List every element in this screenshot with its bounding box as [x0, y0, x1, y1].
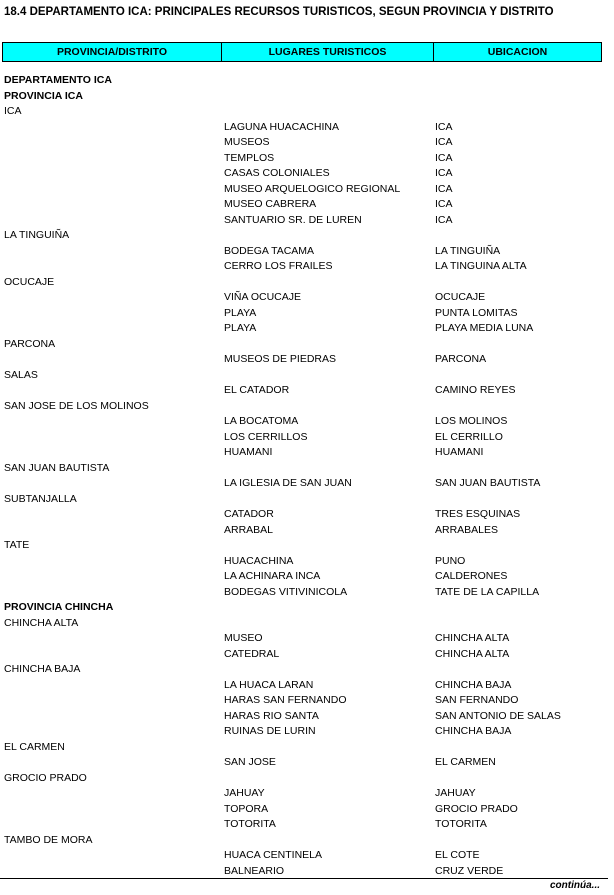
table-row — [0, 507, 614, 523]
cell-lugar-turistico: TOTORITA — [224, 818, 276, 830]
cell-ubicacion: CHINCHA ALTA — [435, 632, 510, 644]
cell-ubicacion: JAHUAY — [435, 787, 476, 799]
table-row — [0, 383, 614, 399]
table-row — [0, 244, 614, 260]
cell-ubicacion: ICA — [435, 151, 453, 164]
cell-lugar-turistico: BALNEARIO — [224, 864, 285, 877]
header-provincia-distrito: PROVINCIA/DISTRITO — [3, 43, 222, 61]
cell-provincia-distrito: PROVINCIA ICA — [4, 89, 83, 102]
cell-ubicacion: CAMINO REYES — [435, 384, 516, 396]
cell-ubicacion: SAN JUAN BAUTISTA — [435, 477, 541, 489]
cell-provincia-distrito: SAN JOSE DE LOS MOLINOS — [4, 399, 149, 412]
cell-lugar-turistico: HUAMANI — [224, 446, 273, 458]
cell-lugar-turistico: LA IGLESIA DE SAN JUAN — [224, 477, 352, 489]
cell-ubicacion: EL CERRILLO — [435, 430, 503, 443]
cell-provincia-distrito: SALAS — [4, 368, 38, 381]
table-row — [0, 585, 614, 601]
cell-lugar-turistico: SAN JOSE — [224, 756, 276, 768]
cell-lugar-turistico: VIÑA OCUCAJE — [224, 291, 302, 303]
table-row — [0, 678, 614, 694]
table-row — [0, 399, 614, 415]
cell-provincia-distrito: PARCONA — [4, 337, 56, 350]
continues-note: continúa... — [550, 880, 600, 891]
cell-ubicacion: TOTORITA — [435, 818, 487, 830]
table-row — [0, 616, 614, 632]
table-row — [0, 647, 614, 663]
cell-ubicacion: LA TINGUINA ALTA — [435, 260, 527, 272]
cell-lugar-turistico: HUACA CENTINELA — [224, 849, 323, 861]
table-row — [0, 182, 614, 198]
cell-provincia-distrito: CHINCHA ALTA — [4, 616, 79, 629]
table-header — [2, 42, 602, 62]
table-row — [0, 321, 614, 337]
cell-ubicacion: TATE DE LA CAPILLA — [435, 585, 540, 598]
cell-lugar-turistico: LAGUNA HUACACHINA — [224, 120, 339, 133]
table-row — [0, 523, 614, 539]
cell-provincia-distrito: SUBTANJALLA — [4, 492, 77, 505]
cell-lugar-turistico: BODEGAS VITIVINICOLA — [224, 585, 348, 598]
cell-ubicacion: ICA — [435, 213, 453, 226]
cell-provincia-distrito: DEPARTAMENTO ICA — [4, 74, 112, 86]
cell-ubicacion: PUNTA LOMITAS — [435, 306, 518, 319]
cell-provincia-distrito: TATE — [4, 539, 30, 551]
table-row — [0, 414, 614, 430]
table-row — [0, 538, 614, 554]
cell-ubicacion: ICA — [435, 198, 453, 210]
cell-ubicacion: OCUCAJE — [435, 291, 486, 303]
cell-ubicacion: ARRABALES — [435, 523, 499, 536]
table-row — [0, 104, 614, 120]
cell-lugar-turistico: PLAYA — [224, 322, 257, 334]
cell-provincia-distrito: TAMBO DE MORA — [4, 833, 93, 846]
table-row — [0, 306, 614, 322]
cell-provincia-distrito: ICA — [4, 105, 22, 117]
cell-lugar-turistico: LOS CERRILLOS — [224, 430, 308, 443]
cell-ubicacion: EL CARMEN — [435, 756, 496, 768]
table-row — [0, 461, 614, 477]
table-row — [0, 228, 614, 244]
cell-lugar-turistico: MUSEOS DE PIEDRAS — [224, 353, 337, 365]
table-row — [0, 802, 614, 818]
table-row — [0, 554, 614, 570]
table-row — [0, 151, 614, 167]
header-lugares-turisticos: LUGARES TURISTICOS — [222, 43, 434, 61]
cell-lugar-turistico: LA BOCATOMA — [224, 415, 299, 427]
table-row — [0, 120, 614, 136]
cell-ubicacion: CHINCHA ALTA — [435, 647, 510, 660]
table-row — [0, 631, 614, 647]
cell-lugar-turistico: EL CATADOR — [224, 384, 290, 396]
cell-lugar-turistico: SANTUARIO SR. DE LUREN — [224, 213, 362, 226]
table-row — [0, 73, 614, 89]
table-row — [0, 337, 614, 353]
cell-ubicacion: PUNO — [435, 554, 466, 567]
table-row — [0, 259, 614, 275]
table-row — [0, 771, 614, 787]
cell-ubicacion: ICA — [435, 167, 453, 179]
cell-ubicacion: CHINCHA BAJA — [435, 678, 512, 691]
cell-lugar-turistico: RUINAS DE LURIN — [224, 725, 316, 737]
table-row — [0, 166, 614, 182]
cell-ubicacion: ICA — [435, 182, 453, 195]
cell-ubicacion: CRUZ VERDE — [435, 864, 504, 877]
cell-lugar-turistico: CERRO LOS FRAILES — [224, 260, 333, 272]
table-row — [0, 352, 614, 368]
cell-lugar-turistico: JAHUAY — [224, 787, 265, 799]
table-row — [0, 275, 614, 291]
table-row — [0, 786, 614, 802]
cell-provincia-distrito: CHINCHA BAJA — [4, 663, 81, 675]
cell-lugar-turistico: CATEDRAL — [224, 647, 280, 660]
table-row — [0, 430, 614, 446]
cell-ubicacion: GROCIO PRADO — [435, 802, 518, 815]
cell-ubicacion: TRES ESQUINAS — [435, 508, 521, 520]
cell-lugar-turistico: HARAS RIO SANTA — [224, 709, 319, 722]
cell-provincia-distrito: EL CARMEN — [4, 740, 65, 753]
cell-lugar-turistico: TEMPLOS — [224, 151, 275, 164]
cell-lugar-turistico: MUSEO ARQUELOGICO REGIONAL — [224, 182, 401, 195]
cell-lugar-turistico: MUSEOS — [224, 136, 270, 148]
table-row — [0, 662, 614, 678]
header-ubicacion: UBICACION — [487, 46, 548, 58]
cell-ubicacion: EL COTE — [435, 849, 480, 861]
cell-ubicacion: LA TINGUIÑA — [435, 244, 501, 257]
table-row — [0, 709, 614, 725]
footer-divider — [0, 878, 608, 879]
cell-ubicacion: LOS MOLINOS — [435, 415, 508, 427]
cell-ubicacion: CHINCHA BAJA — [435, 725, 512, 737]
cell-lugar-turistico: CATADOR — [224, 508, 274, 520]
cell-lugar-turistico: ARRABAL — [224, 523, 274, 536]
table-row — [0, 213, 614, 229]
table-row — [0, 724, 614, 740]
cell-ubicacion: CALDERONES — [435, 570, 508, 582]
cell-lugar-turistico: BODEGA TACAMA — [224, 244, 315, 257]
table-row — [0, 445, 614, 461]
table-row — [0, 197, 614, 213]
cell-provincia-distrito: LA TINGUIÑA — [4, 229, 70, 241]
cell-provincia-distrito: SAN JUAN BAUTISTA — [4, 461, 110, 474]
table-row — [0, 693, 614, 709]
table-row — [0, 290, 614, 306]
cell-provincia-distrito: GROCIO PRADO — [4, 771, 87, 784]
cell-lugar-turistico: LA ACHINARA INCA — [224, 570, 321, 582]
cell-ubicacion: PLAYA MEDIA LUNA — [435, 322, 534, 334]
cell-lugar-turistico: LA HUACA LARAN — [224, 678, 314, 691]
table-row — [0, 833, 614, 849]
cell-lugar-turistico: TOPORA — [224, 802, 269, 815]
cell-lugar-turistico: HARAS SAN FERNANDO — [224, 694, 347, 706]
cell-provincia-distrito: PROVINCIA CHINCHA — [4, 601, 114, 613]
table-row — [0, 600, 614, 616]
cell-ubicacion: SAN ANTONIO DE SALAS — [435, 709, 561, 722]
cell-lugar-turistico: MUSEO CABRERA — [224, 198, 317, 210]
cell-ubicacion: PARCONA — [435, 353, 487, 365]
table-row — [0, 817, 614, 833]
table-body — [0, 73, 614, 879]
table-row — [0, 476, 614, 492]
table-row — [0, 89, 614, 105]
cell-lugar-turistico: CASAS COLONIALES — [224, 167, 330, 179]
table-row — [0, 740, 614, 756]
table-row — [0, 569, 614, 585]
table-row — [0, 135, 614, 151]
cell-ubicacion: ICA — [435, 136, 453, 148]
table-row — [0, 368, 614, 384]
table-title: 18.4 DEPARTAMENTO ICA: PRINCIPALES RECURSOS TURISTICOS, SEGUN PROVINCIA Y DISTRITO — [4, 6, 554, 18]
table-row — [0, 755, 614, 771]
table-row — [0, 492, 614, 508]
cell-provincia-distrito: OCUCAJE — [4, 275, 55, 288]
cell-lugar-turistico: MUSEO — [224, 632, 263, 644]
cell-ubicacion: HUAMANI — [435, 446, 484, 458]
cell-ubicacion: ICA — [435, 120, 453, 133]
table-row — [0, 848, 614, 864]
cell-lugar-turistico: HUACACHINA — [224, 554, 294, 567]
cell-lugar-turistico: PLAYA — [224, 306, 257, 319]
table-row — [0, 864, 614, 880]
cell-ubicacion: SAN FERNANDO — [435, 694, 519, 706]
